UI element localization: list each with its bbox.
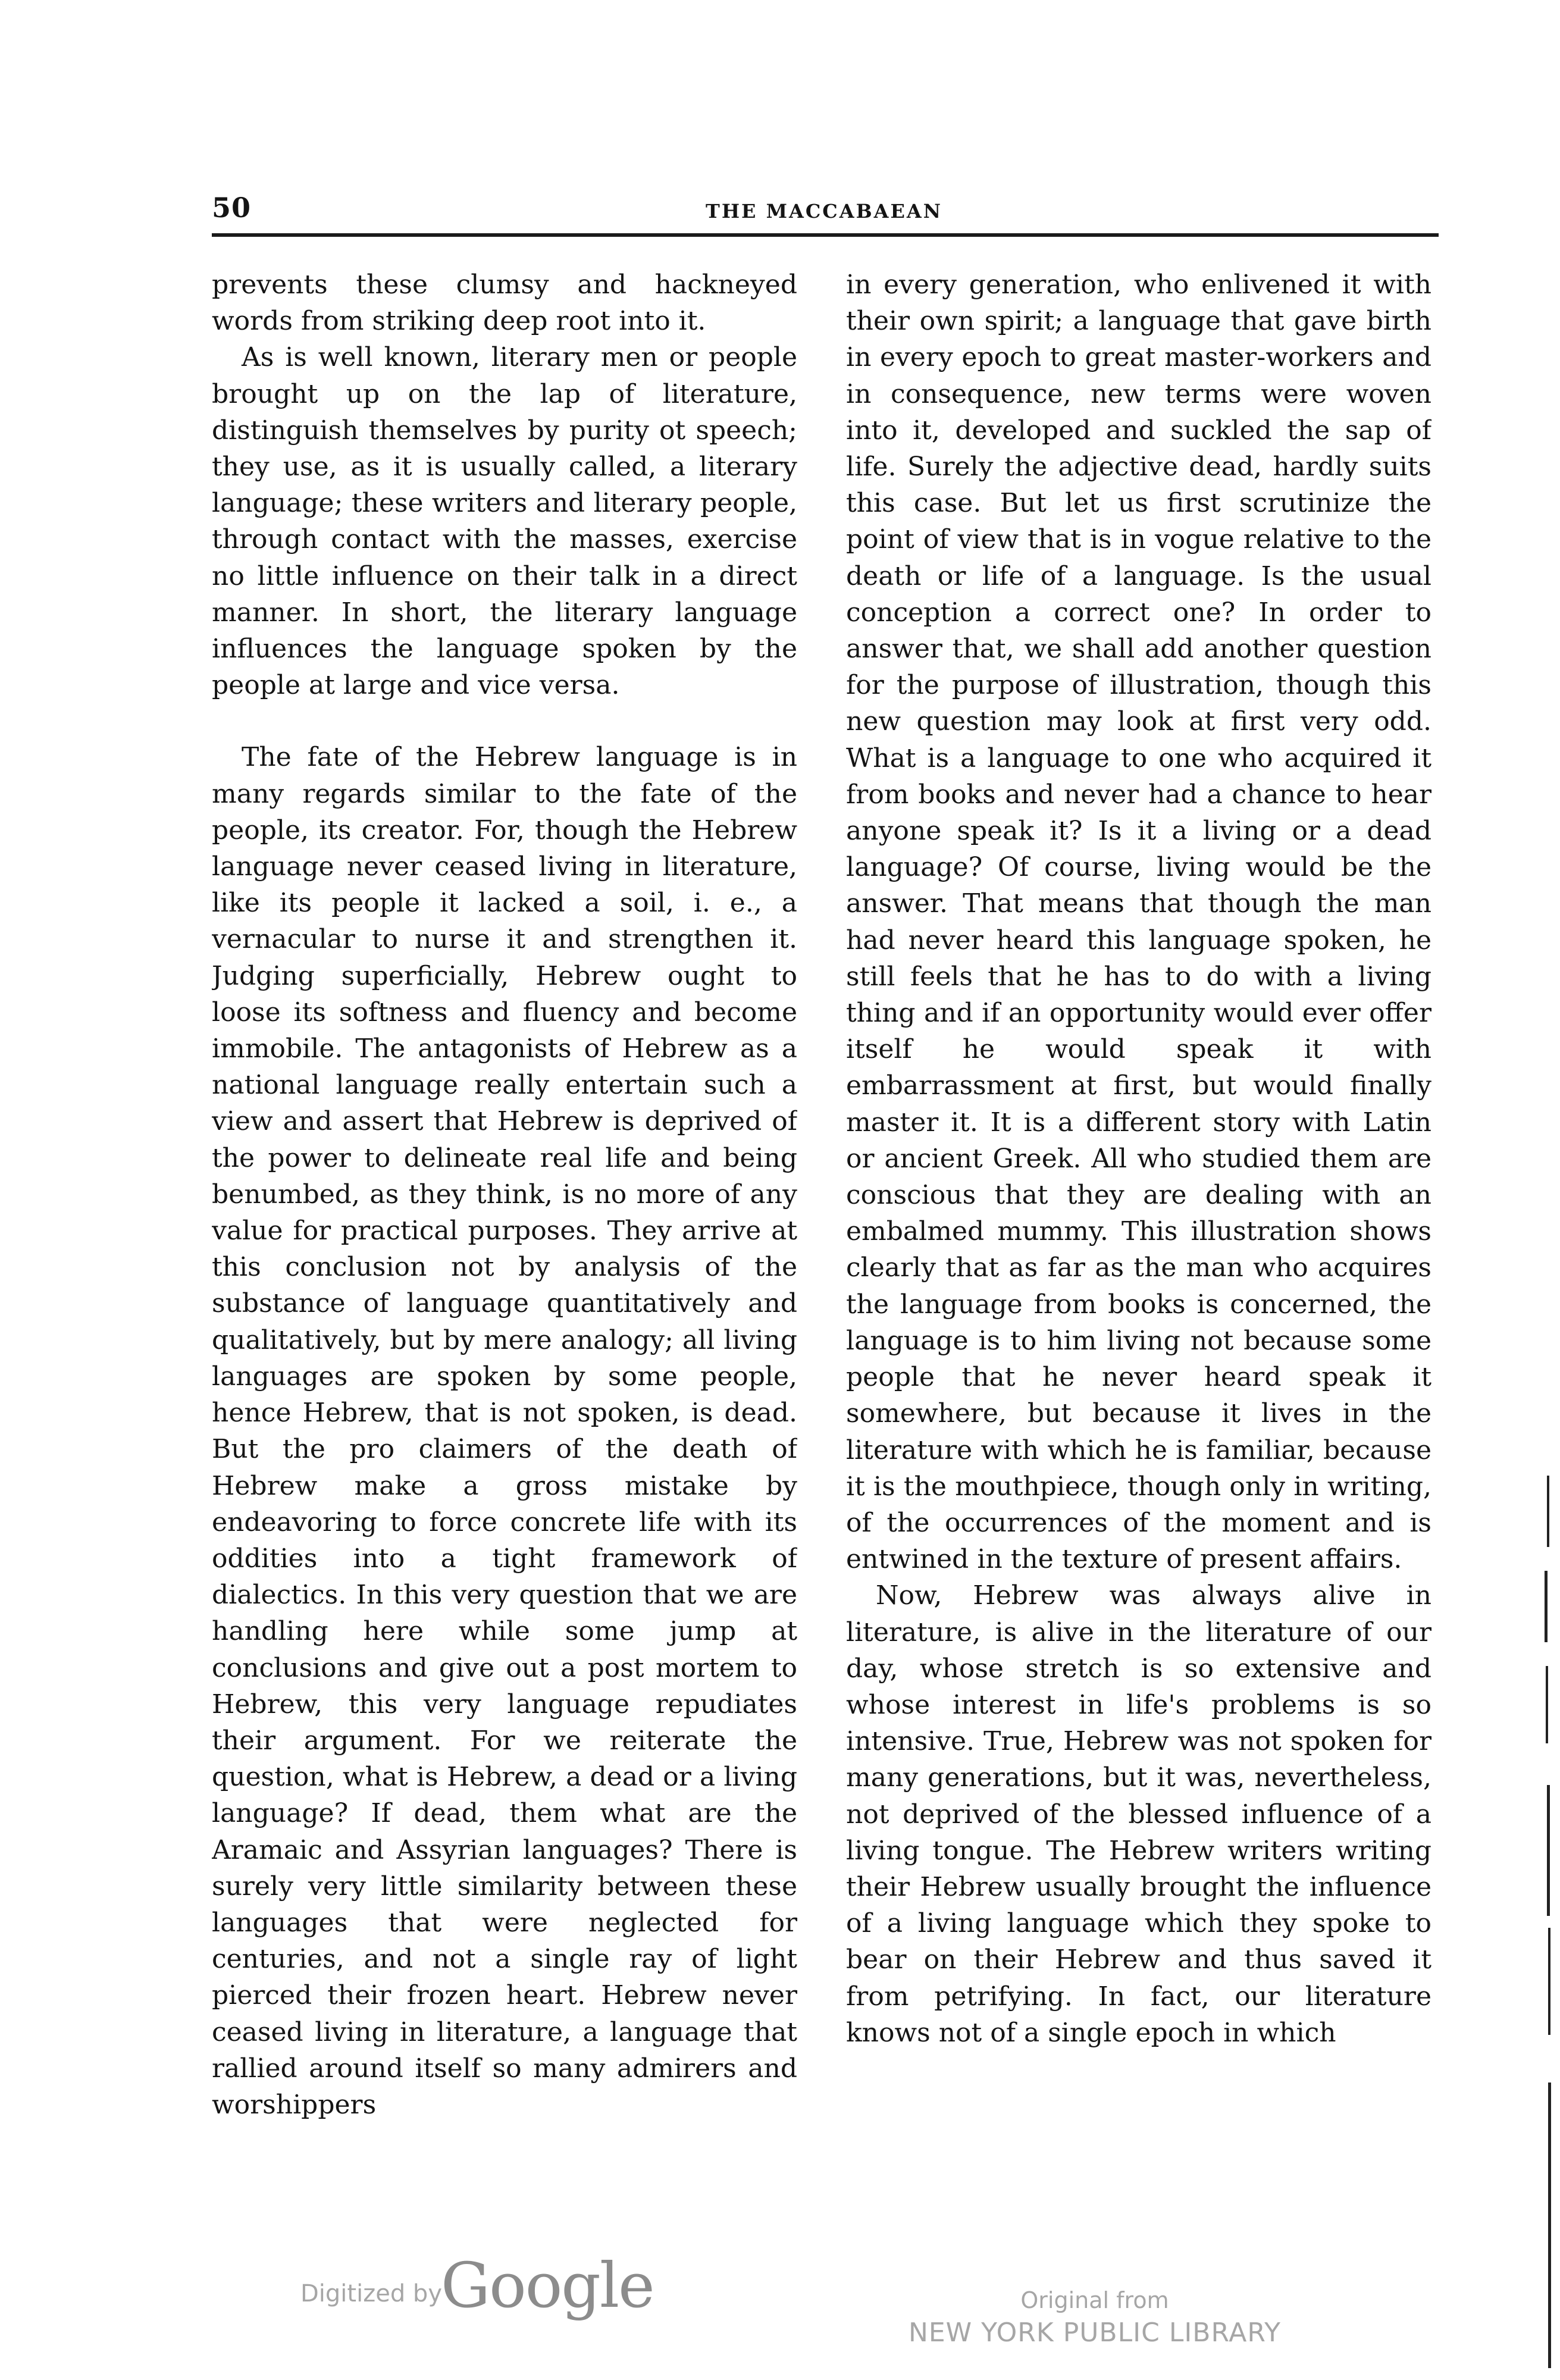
header-rule [212,233,1439,237]
source-watermark [904,2285,1285,2350]
page-header [212,192,1439,234]
original-from-text: Original from [1020,2287,1169,2313]
running-title: THE MACCABAEAN [706,200,942,223]
page-number: 50 [212,192,252,224]
digitized-watermark [300,2249,669,2320]
paragraph: The fate of the Hebrew language is in many regards similar to the fate of the people, its creator. For, though the Hebrew language never ceased living in literature, like its people it lacked a soil, i. e., a vernacular to nurse it and strengthen it. Judging superficially, Hebrew ought to loose its softness and fluency and become immobile. The antagonists of Hebrew as a national language really entertain such a view and assert that Hebrew is deprived of the power to delineate real life and being benumbed, as they think, is no more of any value for practical purposes. They arrive at this conclusion not by analysis of the substance of language quantitatively and qualitatively, but by mere analogy; all living languages are spoken by some people, hence Hebrew, that is not spoken, is dead. But the pro claimers of the death of Hebrew make a gross mistake by endeavoring to force concrete life with its oddities into a tight framework of dialectics. In this very question that we are handling here while some jump at conclusions and give out a post mortem to Hebrew, this very language repudiates their argument. For we reiterate the question, what is Hebrew, a dead or a living language? If dead, them what are the Aramaic and Assyrian languages? There is surely very little similarity between these languages that were neglected for centuries, and not a single ray of light pierced their frozen heart. Hebrew never ceased living in literature, a language that rallied around itself so many admirers and worshippers [212,742,797,2120]
paragraph: As is well known, literary men or people brought up on the lap of literature, distinguish themselves by purity ot speech; they use, as it is usually called, a literary language; these writers and literary people, through contact with the masses, exercise no little influence on their talk in a direct manner. In short, the literary language influences the language spoken by the people at large and vice versa. [212,342,797,701]
paragraph: Now, Hebrew was always alive in literature, is alive in the literature of our day, whose stretch is so extensive and whose interest in life's problems is so intensive. True, Hebrew was not spoken for many generations, but it was, nevertheless, not deprived of the blessed influence of a living tongue. The Hebrew writers writing their Hebrew usually brought the influence of a living language which they spoke to bear on their Hebrew and thus saved it from petrifying. In fact, our literature knows not of a single epoch in which [846,1580,1431,2048]
scan-edge-mark [1547,1476,1549,1547]
paragraph: prevents these clumsy and hackneyed words from striking deep root into it. [212,270,797,337]
digitized-by-text: Digitized by [300,2280,442,2307]
scan-edge-mark [1545,1571,1548,1642]
paragraph: in every generation, who enlivened it with their own spirit; a language that gave birth in every epoch to great master-workers and in consequence, new terms were woven into it, developed and suckled the sap of life. Surely the adjective dead, hardly suits this case. But let us first scrutinize the point of view that is in vogue relative to the death or life of a language. Is the usual conception a correct one? In order to answer that, we shall add another question for the purpose of illustration, though this new question may look at first very odd. What is a language to one who acquired it from books and never had a chance to hear anyone speak it? Is it a living or a dead language? Of course, living would be the answer. That means that though the man had never heard this language spoken, he still feels that he has to do with a living thing and if an opportunity would ever offer itself he would speak it with embarrassment at first, but would finally master it. It is a different story with Latin or ancient Greek. All who studied them are conscious that they are dealing with an embalmed mummy. This illustration shows clearly that as far as the man who acquires the language from books is concerned, the language is to him living not because some people that he never heard speak it somewhere, but because it lives in the literature with which he is familiar, because it is the mouthpiece, though only in writing, of the occurrences of the moment and is entwined in the texture of present affairs. [846,270,1431,1575]
scan-edge-mark [1548,2082,1551,2368]
scan-edge-mark [1547,1785,1550,1916]
left-column [212,267,797,2129]
google-logo: Google [441,2249,654,2322]
library-name: NEW YORK PUBLIC LIBRARY [908,2318,1282,2348]
scan-edge-mark [1546,1666,1548,1743]
scan-edge-mark [1548,1928,1550,2035]
right-column [846,267,1431,2129]
